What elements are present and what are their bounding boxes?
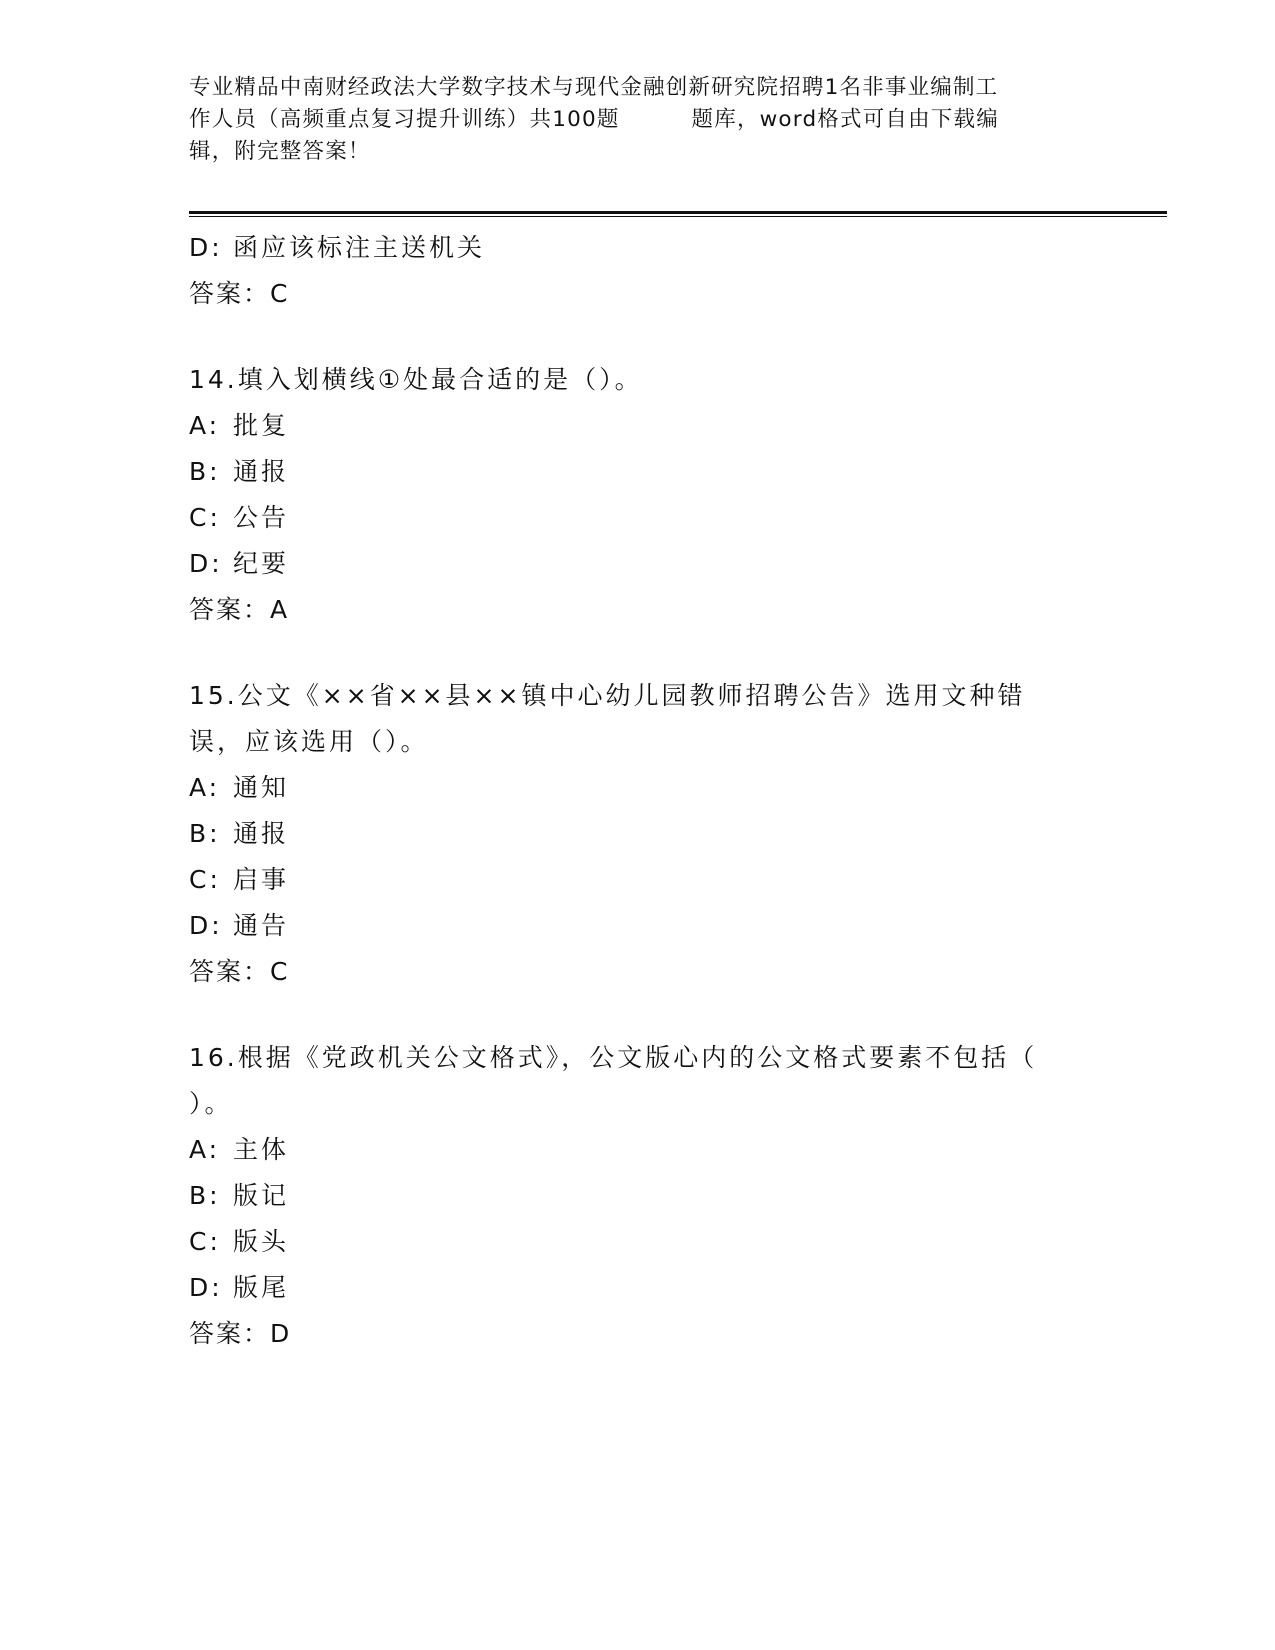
answer-line: 答案：A — [189, 595, 290, 624]
option-row — [189, 765, 1089, 811]
question-block — [189, 673, 1089, 995]
option-text: 主体 — [233, 1135, 290, 1164]
question-text: 15.公文《××省××县××镇中心幼儿园教师招聘公告》选用文种错 — [189, 681, 1026, 710]
header-line-2-part-1: 作人员（高频重点复习提升训练）共100题 — [189, 107, 620, 132]
option-text: 版头 — [233, 1227, 290, 1256]
option-key: D: — [189, 233, 223, 262]
option-key: D: — [189, 549, 223, 578]
option-text: 通知 — [233, 773, 290, 802]
question-block — [189, 1035, 1089, 1357]
option-row — [189, 1127, 1089, 1173]
option-text: 纪要 — [233, 549, 290, 578]
option-row — [189, 857, 1089, 903]
option-key: C: — [189, 503, 221, 532]
option-row — [189, 403, 1089, 449]
answer-line: 答案：C — [189, 957, 290, 986]
header-line-2 — [189, 104, 1094, 136]
option-key: A: — [189, 773, 221, 802]
option-key: A: — [189, 411, 221, 440]
option-text: 批复 — [233, 411, 290, 440]
question-list — [189, 225, 1089, 1357]
option-text: 通报 — [233, 819, 290, 848]
option-text: 版记 — [233, 1181, 290, 1210]
option-row — [189, 225, 1089, 271]
option-key: C: — [189, 865, 221, 894]
option-key: C: — [189, 1227, 221, 1256]
option-text: 公告 — [233, 503, 290, 532]
option-row — [189, 495, 1089, 541]
option-key: B: — [189, 1181, 221, 1210]
question-text-continued: ）。 — [189, 1089, 233, 1118]
question-text: 14.填入划横线①处最合适的是（）。 — [189, 365, 643, 394]
header-line-2-part-2: 题库，word格式可自由下载编 — [691, 107, 999, 132]
option-text: 函应该标注主送机关 — [233, 233, 486, 262]
header-line-1: 专业精品中南财经政法大学数字技术与现代金融创新研究院招聘1名非事业编制工 — [189, 75, 999, 100]
option-text: 通报 — [233, 457, 290, 486]
option-text: 通告 — [233, 911, 290, 940]
header-divider-thick — [189, 211, 1167, 214]
option-row — [189, 1173, 1089, 1219]
question-text: 16.根据《党政机关公文格式》，公文版心内的公文格式要素不包括（ — [189, 1043, 1038, 1072]
document-header — [189, 72, 1094, 168]
option-row — [189, 1265, 1089, 1311]
option-row — [189, 811, 1089, 857]
question-block — [189, 357, 1089, 633]
option-row — [189, 903, 1089, 949]
answer-line: 答案：D — [189, 1319, 292, 1348]
option-text: 版尾 — [233, 1273, 290, 1302]
option-text: 启事 — [233, 865, 290, 894]
option-key: D: — [189, 911, 223, 940]
header-line-3: 辑，附完整答案！ — [189, 139, 371, 164]
option-row — [189, 449, 1089, 495]
question-text-continued: 误，应该选用（）。 — [189, 727, 429, 756]
option-key: A: — [189, 1135, 221, 1164]
option-key: B: — [189, 457, 221, 486]
option-key: D: — [189, 1273, 223, 1302]
option-key: B: — [189, 819, 221, 848]
answer-line: 答案：C — [189, 279, 290, 308]
option-row — [189, 541, 1089, 587]
option-row — [189, 1219, 1089, 1265]
header-divider-thin — [189, 216, 1167, 217]
